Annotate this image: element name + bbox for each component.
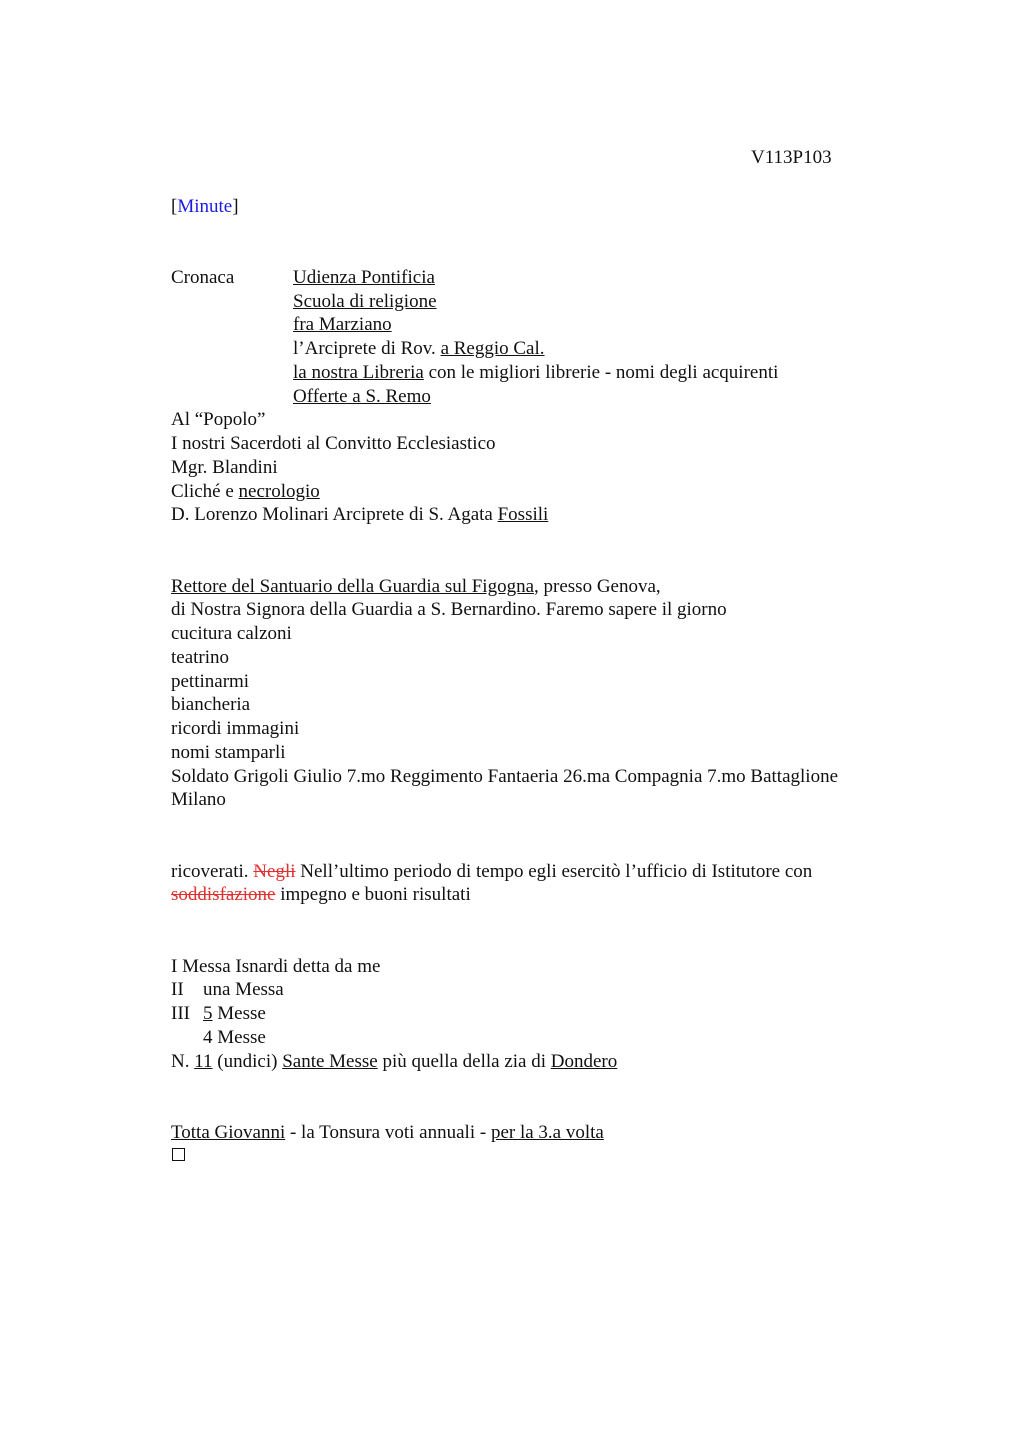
- list-item: cucitura calzoni: [171, 623, 292, 644]
- text-line: Mgr. Blandini: [171, 457, 278, 478]
- minute-tag: [Minute]: [171, 196, 239, 217]
- cronaca-item: l’Arciprete di Rov. a Reggio Cal.: [293, 338, 545, 359]
- text-line: Totta Giovanni - la Tonsura voti annuali - per la 3.a volta: [171, 1122, 604, 1143]
- document-reference: V113P103: [751, 147, 832, 168]
- text-line: Cliché e necrologio: [171, 481, 320, 502]
- minute-link[interactable]: Minute: [177, 196, 233, 217]
- cronaca-item: Offerte a S. Remo: [293, 386, 431, 407]
- cronaca-item: fra Marziano: [293, 314, 392, 335]
- messe-line: 4 Messe: [203, 1027, 266, 1048]
- list-item: pettinarmi: [171, 671, 250, 692]
- deleted-text: Negli: [253, 861, 296, 882]
- text-line: soddisfazione impegno e buoni risultati: [171, 884, 471, 905]
- cronaca-label: Cronaca: [171, 267, 235, 288]
- text-line: D. Lorenzo Molinari Arciprete di S. Agata Fossili: [171, 504, 549, 525]
- cronaca-item: la nostra Libreria con le migliori librerie - nomi degli acquirenti: [293, 362, 779, 383]
- list-item: teatrino: [171, 647, 230, 668]
- messe-line: III 5 Messe: [171, 1003, 266, 1024]
- deleted-text: soddisfazione: [171, 884, 276, 905]
- cronaca-item: Scuola di religione: [293, 291, 437, 312]
- list-item: nomi stamparli: [171, 742, 286, 763]
- text-line: Al “Popolo”: [171, 409, 266, 430]
- text-line: di Nostra Signora della Guardia a S. Bernardino. Faremo sapere il giorno: [171, 599, 727, 620]
- messe-total: N. 11 (undici) Sante Messe più quella della zia di Dondero: [171, 1051, 618, 1072]
- empty-box-icon: [172, 1148, 185, 1161]
- text-line: Soldato Grigoli Giulio 7.mo Reggimento Fantaeria 26.ma Compagnia 7.mo Battaglione: [171, 766, 839, 787]
- cronaca-item: Udienza Pontificia: [293, 267, 435, 288]
- messe-line: I Messa Isnardi detta da me: [171, 956, 381, 977]
- messe-line: II una Messa: [171, 979, 284, 1000]
- list-item: ricordi immagini: [171, 718, 300, 739]
- text-line: Rettore del Santuario della Guardia sul Figogna, presso Genova,: [171, 576, 661, 597]
- text-line: ricoverati. Negli Nell’ultimo periodo di tempo egli esercitò l’ufficio di Istitutore con: [171, 861, 813, 882]
- text-line: Milano: [171, 789, 226, 810]
- list-item: biancheria: [171, 694, 251, 715]
- text-line: I nostri Sacerdoti al Convitto Ecclesiastico: [171, 433, 496, 454]
